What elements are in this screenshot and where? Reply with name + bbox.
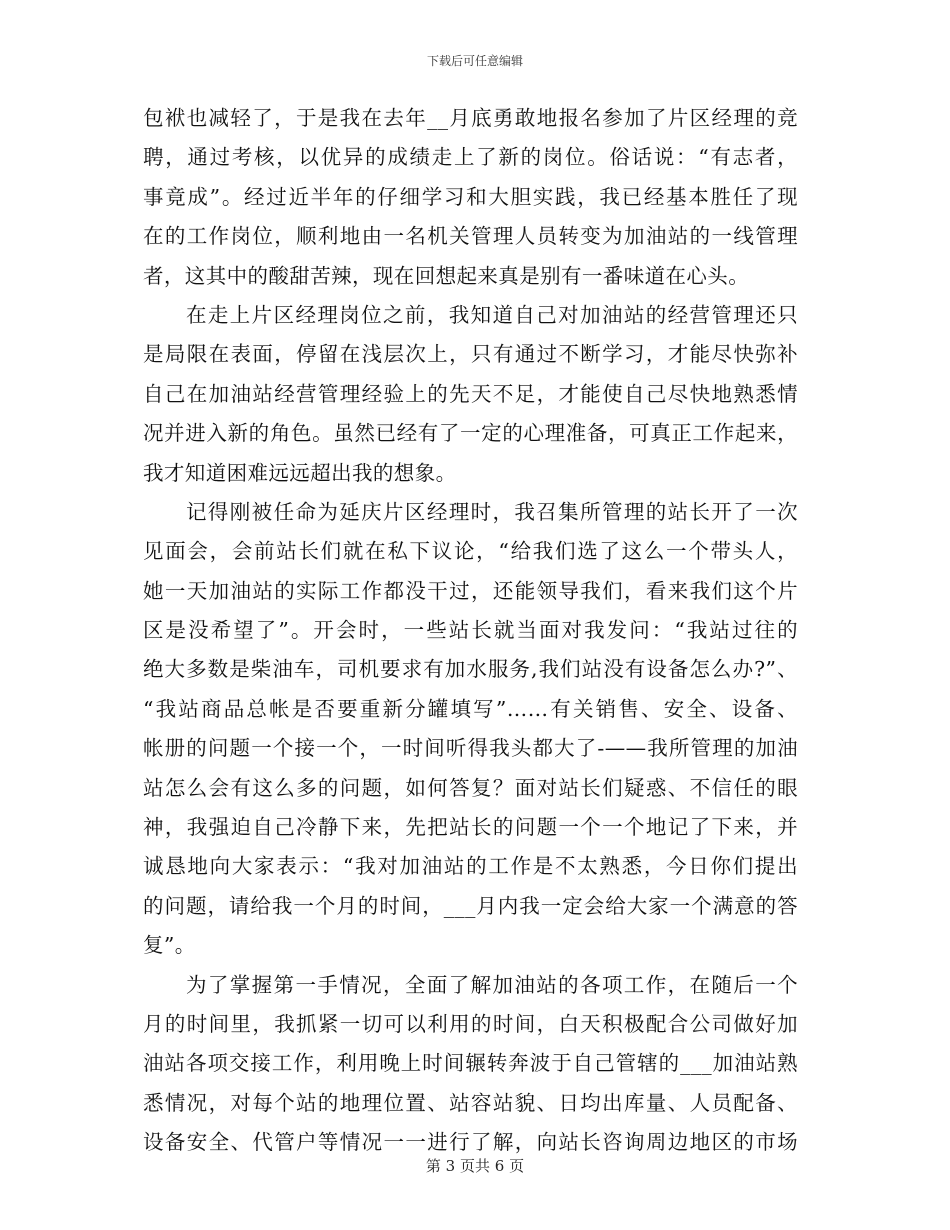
text-line: 在的工作岗位，顺利地由一名机关管理人员转变为加油站的一线管理 [143,224,798,249]
page-header: 下载后可任意编辑 [426,54,523,68]
text-line: 包袱也减轻了，于是我在去年__月底勇敢地报名参加了片区经理的竞 [143,106,798,130]
paragraph [143,99,798,296]
text-line: 诚恳地向大家表示：“我对加油站的工作是不太熟悉，今日你们提出 [143,854,798,879]
text-line: 绝大多数是柴油车，司机要求有加水服务,我们站没有设备怎么办?”、 [143,657,798,682]
text-line: 油站各项交接工作，利用晚上时间辗转奔波于自己管辖的___加油站熟 [143,1051,798,1076]
text-line: 我才知道困难远远超出我的想象。 [143,460,457,485]
text-line: 神，我强迫自己冷静下来，先把站长的问题一个一个地记了下来，并 [143,815,798,840]
text-line: 月的时间里，我抓紧一切可以利用的时间，白天积极配合公司做好加 [143,1011,798,1036]
text-line: “我站商品总帐是否要重新分罐填写”……有关销售、安全、设备、 [143,696,798,721]
text-line: 帐册的问题一个接一个，一时间听得我头都大了-——我所管理的加油 [143,736,798,761]
text-line: 复”。 [143,933,196,958]
document-body [143,99,798,1163]
text-line: 聘，通过考核，以优异的成绩走上了新的岗位。俗话说：“有志者， [143,145,798,170]
text-line: 是局限在表面，停留在浅层次上，只有通过不断学习，才能尽快弥补 [143,342,798,367]
paragraph [143,493,798,966]
text-line: 为了掌握第一手情况，全面了解加油站的各项工作，在随后一个 [186,972,798,997]
text-line: 自己在加油站经营管理经验上的先天不足，才能使自己尽快地熟悉情 [143,381,798,406]
text-line: 站怎么会有这么多的问题，如何答复？面对站长们疑惑、不信任的眼 [143,775,798,800]
text-line: 者，这其中的酸甜苦辣，现在回想起来真是别有一番味道在心头。 [143,263,750,288]
text-line: 记得刚被任命为延庆片区经理时，我召集所管理的站长开了一次 [186,499,798,524]
text-line: 在走上片区经理岗位之前，我知道自己对加油站的经营管理还只 [186,302,798,327]
page-footer: 第 3 页共 6 页 [425,1157,525,1175]
text-line: 况并进入新的角色。虽然已经有了一定的心理准备，可真正工作起来， [143,421,798,446]
text-line: 悉情况，对每个站的地理位置、站容站貌、日均出库量、人员配备、 [143,1090,798,1115]
text-line: 设备安全、代管户等情况一一进行了解，向站长咨询周边地区的市场 [143,1130,798,1155]
text-line: 她一天加油站的实际工作都没干过，还能领导我们，看来我们这个片 [143,578,798,603]
text-line: 事竟成”。经过近半年的仔细学习和大胆实践，我已经基本胜任了现 [143,184,798,209]
text-line: 的问题，请给我一个月的时间，___月内我一定会给大家一个满意的答 [143,893,798,918]
text-line: 见面会，会前站长们就在私下议论，“给我们选了这么一个带头人， [143,539,798,564]
paragraph [143,296,798,493]
text-line: 区是没希望了”。开会时，一些站长就当面对我发问：“我站过往的 [143,618,798,643]
paragraph [143,966,798,1163]
